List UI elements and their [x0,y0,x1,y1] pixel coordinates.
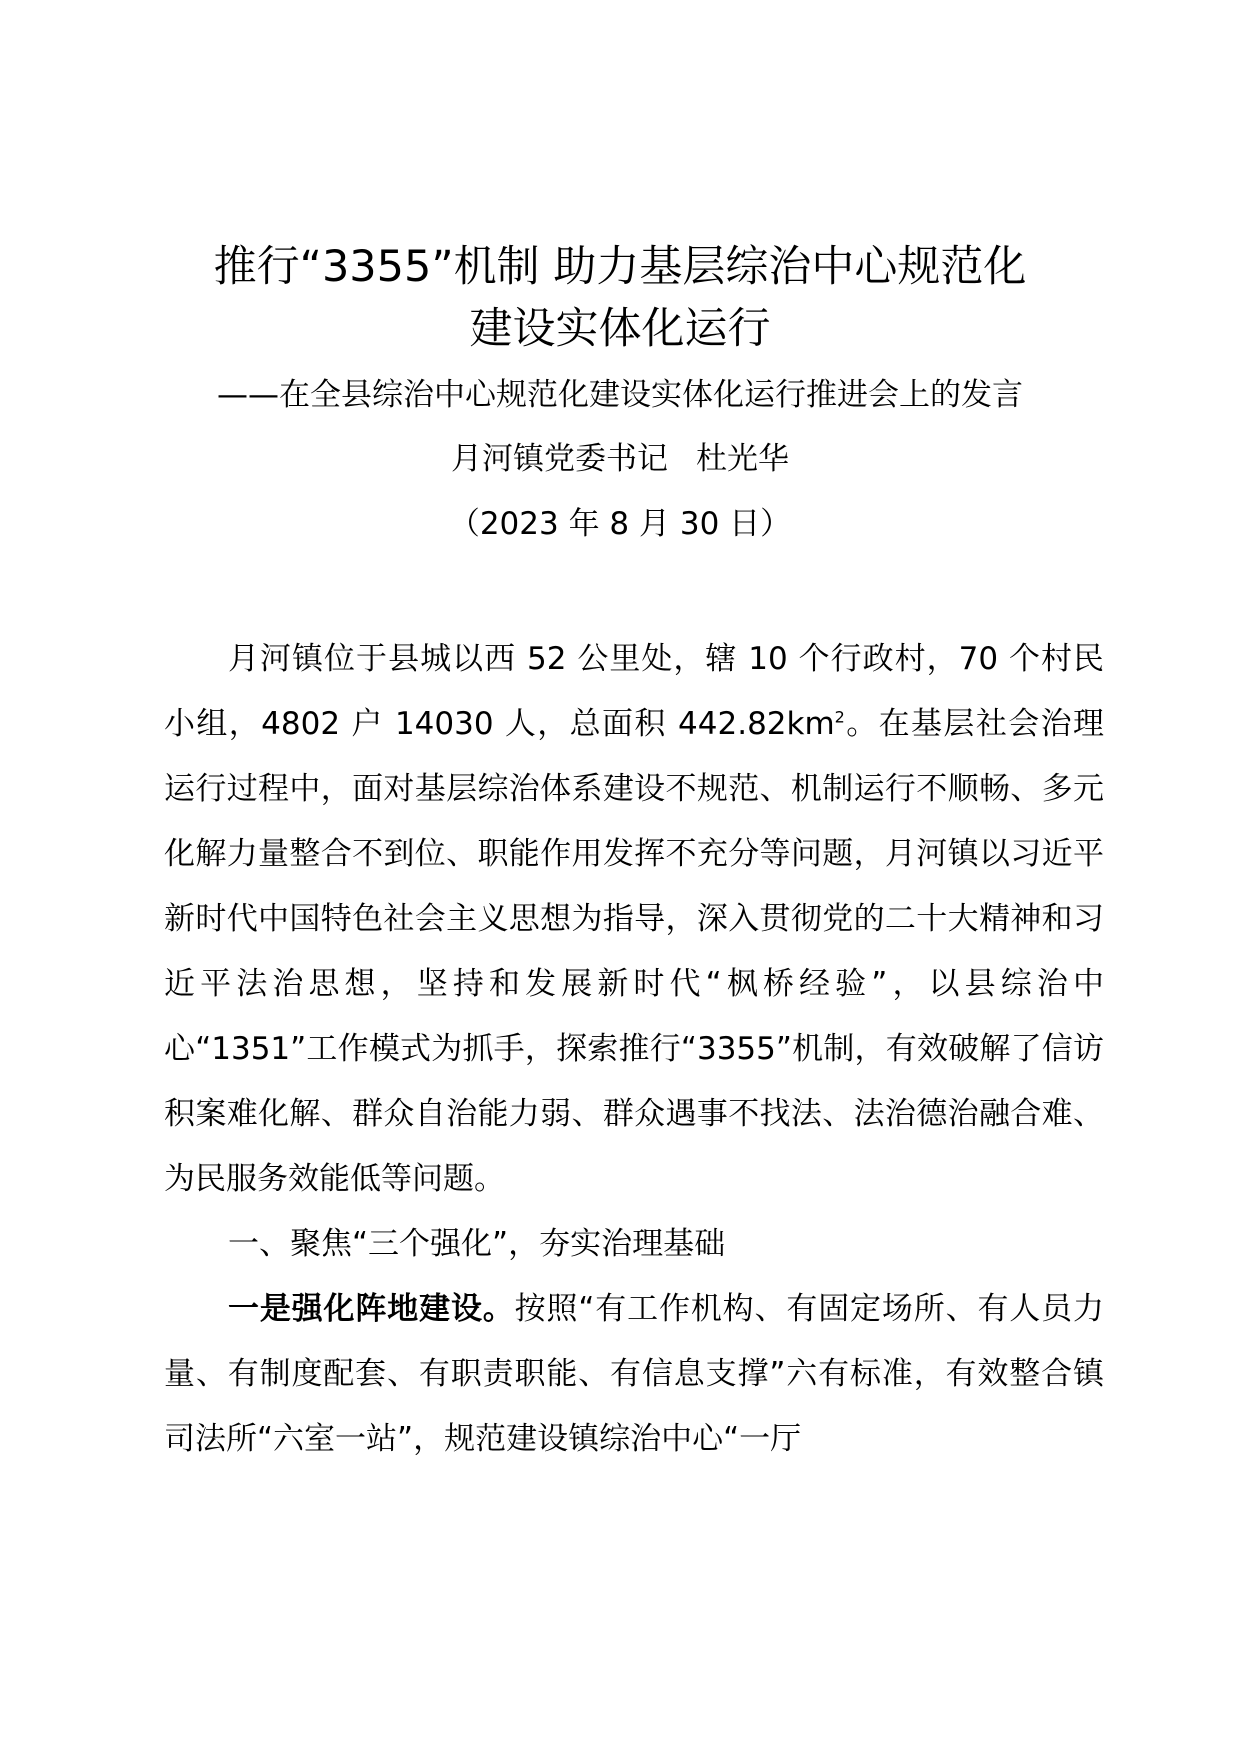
paragraph-intro-part-1: 月河镇位于县城以西 52 公里处，辖 10 个行政村，70 个村民小组，4802 户 14030 人，总面积 442.82km [164,641,1104,742]
author-line [100,437,1140,481]
document-body [164,627,1104,1472]
paragraph-intro-part-2: 。在基层社会治理运行过程中，面对基层综治体系建设不规范、机制运行不顺畅、多元化解力量整合不到位、职能作用发挥不充分等问题，月河镇以习近平新时代中国特色社会主义思想为指导，深入贯彻党的二十大精神和习近平法治思想，坚持和发展新时代“枫桥经验”，以县综治中心“1351”工作模式为抓手，探索推行“3355”机制，有效破解了信访积案难化解、群众自治能力弱、群众遇事不找法、法治德治融合难、为民服务效能低等问题。 [164,706,1105,1197]
paragraph-intro [164,627,1104,1212]
document-title-line-2: 建设实体化运行 [469,304,771,354]
document-title-line-1: 推行“3355”机制 助力基层综治中心规范化 [213,242,1027,292]
author-role: 月河镇党委书记 [451,441,668,477]
paragraph-body: 按照“有工作机构、有固定场所、有人员力量、有制度配套、有职责职能、有信息支撑”六有标准，有效整合镇司法所“六室一站”，规范建设镇综治中心“一厅 [164,1291,1105,1457]
paragraph-section-1-item-1 [164,1277,1104,1472]
document-subtitle: ——在全县综治中心规范化建设实体化运行推进会上的发言 [217,377,1023,413]
author-name: 杜光华 [696,441,789,477]
paragraph-lead-bold: 一是强化阵地建设。 [228,1291,515,1327]
section-heading-1: 一、聚焦“三个强化”，夯实治理基础 [228,1226,726,1262]
superscript-2: 2 [834,707,845,727]
document-date: （2023 年 8 月 30 日） [448,506,792,542]
